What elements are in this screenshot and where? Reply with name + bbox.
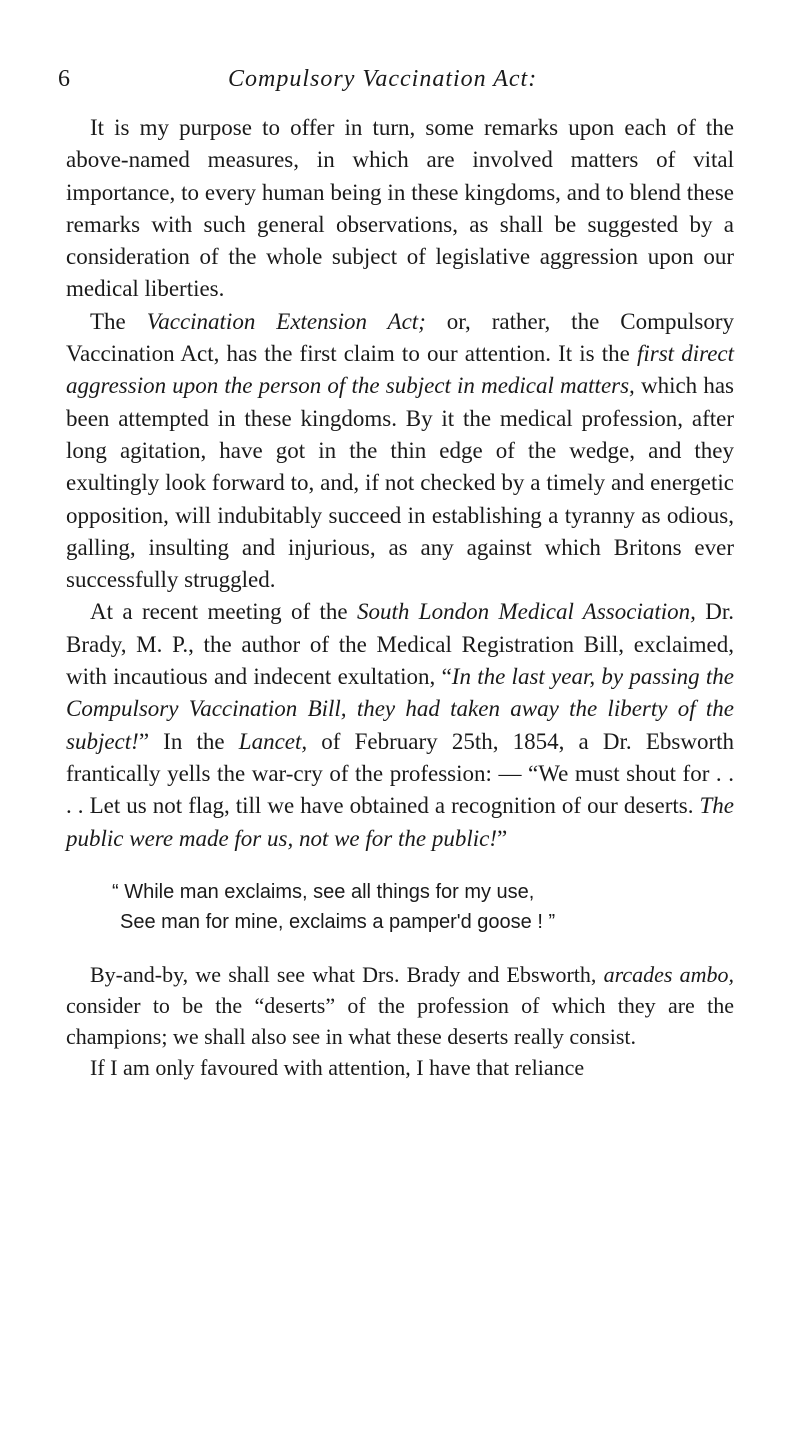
- paragraph-4: [66, 959, 734, 1052]
- paragraph-2-italic: first direct aggression upon the person of the subject in medical matters,: [66, 341, 734, 399]
- paragraph-3-italic: In the last year, by passing the Compulsory Vaccination Bill, they had taken away the liberty of the subject!: [66, 664, 734, 754]
- paragraph-2-text: The: [90, 308, 147, 334]
- verse-line-2: See man for mine, exclaims a pamper'd goose ! ”: [120, 910, 556, 933]
- running-head: [58, 66, 718, 102]
- paragraph-3-italic: Lancet,: [238, 728, 308, 754]
- paragraph-1-text: It is my purpose to offer in turn, some remarks upon each of the above-named measures, in which are involved matters of vital importance, to every human being in these kingdoms, and to blend these remarks with such general observations, as shall be suggested by a consideration of the whole subject of legislative aggression upon our medical liberties.: [66, 115, 734, 302]
- paragraph-4-text: By-and-by, we shall see what Drs. Brady and Ebsworth,: [90, 961, 604, 987]
- paragraph-2: [66, 306, 734, 597]
- paragraph-3-text: Dr. Brady, M. P., the author of the Medical Registration Bill, exclaimed, with incautious and indecent exultation, “: [66, 599, 735, 690]
- paragraph-3: [66, 596, 734, 854]
- paragraph-3-italic: South London Medical Association,: [357, 599, 696, 625]
- paragraph-4-text: consider to be the “deserts” of the profession of which they are the champions; we shall also see in what these deserts really consist.: [66, 992, 734, 1049]
- paragraph-3-text: At a recent meeting of the: [90, 599, 358, 625]
- paragraph-5: [66, 1052, 734, 1083]
- body-text: [66, 112, 734, 1083]
- paragraph-3-italic: The public were made for us, not we for the public!: [66, 793, 734, 851]
- paragraph-3-text: of February 25th, 1854, a Dr. Ebsworth frantically yells the war-cry of the profession: — “We must shout for . . . . Let us not flag, till we have obtained a recognition of our deserts.: [66, 728, 734, 819]
- verse-line-1: “ While man exclaims, see all things for my use,: [112, 880, 535, 903]
- paragraph-5-text: If I am only favoured with attention, I have that reliance: [90, 1054, 585, 1080]
- paragraph-2-text: which has been attempted in these kingdoms. By it the medical profession, after long agitation, have got in the thin edge of the wedge, and they exultingly look forward to, and, if not checked by a timely and energetic opposition, will indubitably succeed in establishing a tyranny as odious, galling, insulting and injurious, as any against which Britons ever successfully struggled.: [66, 373, 734, 593]
- page-number: 6: [58, 66, 70, 92]
- paragraph-1: [66, 112, 734, 306]
- paragraph-3-text: ” In the: [138, 728, 239, 754]
- closing-paragraphs: [66, 959, 734, 1083]
- paragraph-2-text: or, rather, the Compulsory Vaccination Act, has the first claim to our attention. It is the: [66, 308, 734, 367]
- paragraph-4-italic: arcades ambo,: [603, 961, 734, 987]
- verse-quotation: [66, 877, 734, 937]
- paragraph-3-text: ”: [496, 825, 508, 851]
- paragraph-2-italic: Vaccination Extension Act;: [146, 308, 426, 334]
- running-title: Compulsory Vaccination Act:: [228, 66, 538, 92]
